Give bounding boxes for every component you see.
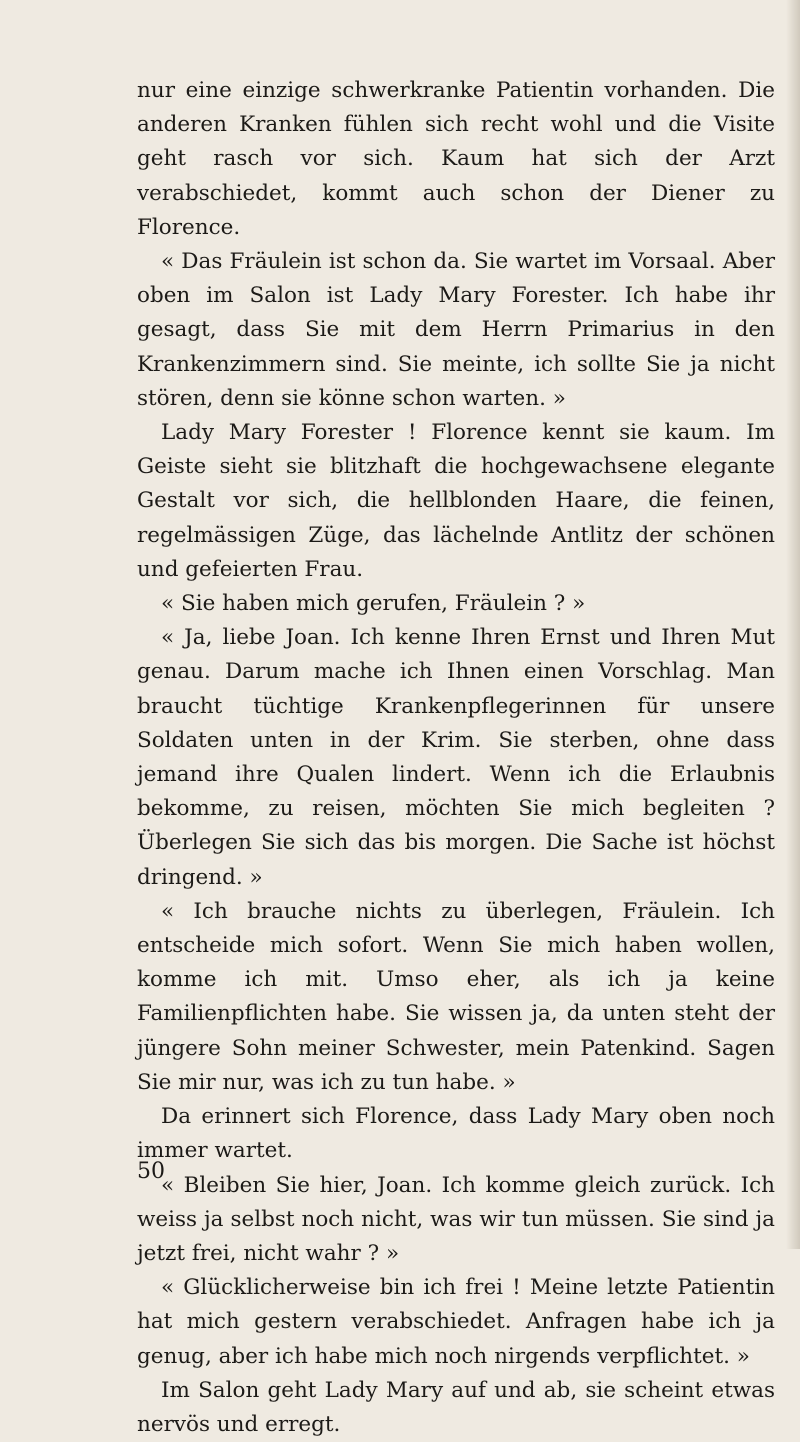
paragraph-5: « Ja, liebe Joan. Ich kenne Ihren Ernst und Ihren Mut genau. Darum mache ich Ihnen einen Vorschlag. Man braucht tüchtige Krankenpflegerinnen für unsere Soldaten unten in der Krim. Sie sterben, ohne dass jemand ihre Qualen lindert. Wenn ich die Erlaubnis bekomme, zu reisen, möchten Sie mich begleiten ? Überlegen Sie sich das bis morgen. Die Sache ist höchst dringend. » [137, 625, 775, 890]
paragraph-2: « Das Fräulein ist schon da. Sie wartet im Vorsaal. Aber oben im Salon ist Lady Mary Forester. Ich habe ihr gesagt, dass Sie mit dem Herrn Primarius in den Krankenzimmern sind. Sie meinte, ich sollte Sie ja nicht stören, denn sie könne schon warten. » [137, 249, 775, 411]
paragraph-3: Lady Mary Forester ! Florence kennt sie kaum. Im Geiste sieht sie blitzhaft die hochgewachsene elegante Gestalt vor sich, die hellblonden Haare, die feinen, regelmässigen Züge, das lächelnde Antlitz der schönen und gefeierten Frau. [137, 420, 775, 582]
body-text [137, 74, 775, 1442]
paragraph-9: « Glücklicherweise bin ich frei ! Meine letzte Patientin hat mich gestern verabschiedet. Anfragen habe ich ja genug, aber ich habe mich noch nirgends verpflichtet. » [137, 1275, 775, 1369]
page-edge-shadow [786, 0, 800, 1249]
paragraph-1: nur eine einzige schwerkranke Patientin vorhanden. Die anderen Kranken fühlen sich recht wohl und die Visite geht rasch vor sich. Kaum hat sich der Arzt verabschiedet, kommt auch schon der Diener zu Florence. [137, 78, 775, 240]
paragraph-10: Im Salon geht Lady Mary auf und ab, sie scheint etwas nervös und erregt. [137, 1377, 775, 1437]
paragraph-4: « Sie haben mich gerufen, Fräulein ? » [161, 591, 586, 617]
paragraph-8: « Bleiben Sie hier, Joan. Ich komme gleich zurück. Ich weiss ja selbst noch nicht, was wir tun müssen. Sie sind ja jetzt frei, nicht wahr ? » [137, 1172, 775, 1266]
paragraph-7: Da erinnert sich Florence, dass Lady Mary oben noch immer wartet. [137, 1104, 775, 1164]
page-number: 50 [137, 1159, 165, 1184]
paragraph-6: « Ich brauche nichts zu überlegen, Fräulein. Ich entscheide mich sofort. Wenn Sie mich haben wollen, komme ich mit. Umso eher, als ich ja keine Familienpflichten habe. Sie wissen ja, da unten steht der jüngere Sohn meiner Schwester, mein Patenkind. Sagen Sie mir nur, was ich zu tun habe. » [137, 898, 775, 1095]
